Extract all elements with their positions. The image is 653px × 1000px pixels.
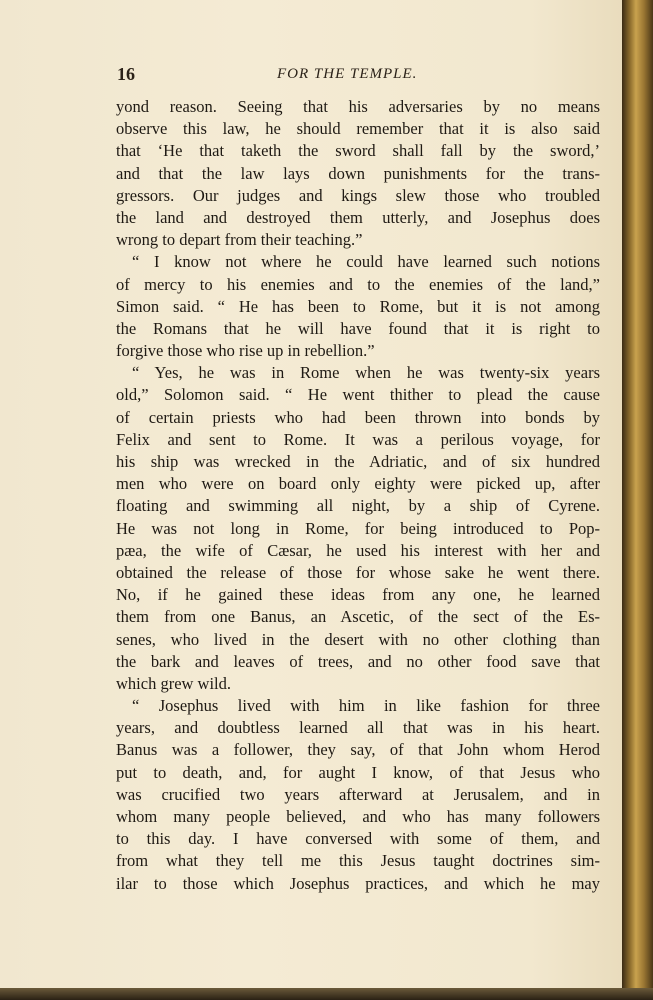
text-line: them from one Banus, an Ascetic, of the sect of the Es- <box>116 607 600 627</box>
text-line: He was not long in Rome, for being introduced to Pop- <box>116 518 600 538</box>
text-line: to this day. I have conversed with some of them, and <box>116 829 600 849</box>
text-line: old,” Solomon said. “ He went thither to plead the cause <box>116 385 600 405</box>
text-line: the land and destroyed them utterly, and Josephus does <box>116 207 600 227</box>
text-line: was crucified two years afterward at Jerusalem, and in <box>116 784 600 804</box>
text-line: which grew wild. <box>116 673 232 693</box>
text-line: obtained the release of those for whose sake he went there. <box>116 562 600 582</box>
text-line: that ‘He that taketh the sword shall fall by the sword,’ <box>116 141 600 161</box>
text-line: the Romans that he will have found that it is right to <box>116 318 600 338</box>
text-line: ilar to those which Josephus practices, and which he may <box>116 873 600 893</box>
text-line: and that the law lays down punishments for the trans- <box>116 163 600 183</box>
text-line: forgive those who rise up in rebellion.” <box>116 341 375 361</box>
book-spine-edge <box>622 0 653 1000</box>
text-line: “ Yes, he was in Rome when he was twenty-six years <box>132 363 600 383</box>
text-line: yond reason. Seeing that his adversaries by no means <box>116 97 600 116</box>
text-line: “ I know not where he could have learned such notions <box>132 252 600 272</box>
text-line: pæa, the wife of Cæsar, he used his interest with her and <box>116 540 600 560</box>
text-line: put to death, and, for aught I know, of that Jesus who <box>116 762 600 782</box>
text-line: men who were on board only eighty were picked up, after <box>116 474 600 494</box>
text-line: his ship was wrecked in the Adriatic, and of six hundred <box>116 452 600 471</box>
text-line: No, if he gained these ideas from any one, he learned <box>116 585 600 605</box>
text-line: the bark and leaves of trees, and no other food save that <box>116 651 600 671</box>
text-line: “ Josephus lived with him in like fashion for three <box>132 696 600 716</box>
page-number: 16 <box>117 64 135 84</box>
text-line: floating and swimming all night, by a ship of Cyrene. <box>116 496 600 516</box>
text-line: from what they tell me this Jesus taught doctrines sim- <box>116 851 600 871</box>
text-line: whom many people believed, and who has many followers <box>116 807 600 826</box>
text-line: Simon said. “ He has been to Rome, but it is not among <box>116 296 600 316</box>
text-line: wrong to depart from their teaching.” <box>116 230 363 250</box>
page-header <box>117 64 597 88</box>
text-line: observe this law, he should remember that it is also said <box>116 119 600 139</box>
text-line: years, and doubtless learned all that was in his heart. <box>116 718 600 738</box>
running-head: FOR THE TEMPLE. <box>277 66 418 82</box>
text-line: Felix and sent to Rome. It was a perilous voyage, for <box>116 429 600 449</box>
text-line: of mercy to his enemies and to the enemies of the land,” <box>116 274 600 294</box>
text-line: senes, who lived in the desert with no other clothing than <box>116 629 600 649</box>
page-bottom-edge <box>0 988 653 1000</box>
body-text <box>116 96 600 895</box>
text-line: of certain priests who had been thrown into bonds by <box>116 407 600 427</box>
text-line: Banus was a follower, they say, of that John whom Herod <box>116 740 600 760</box>
text-line: gressors. Our judges and kings slew those who troubled <box>116 185 600 205</box>
